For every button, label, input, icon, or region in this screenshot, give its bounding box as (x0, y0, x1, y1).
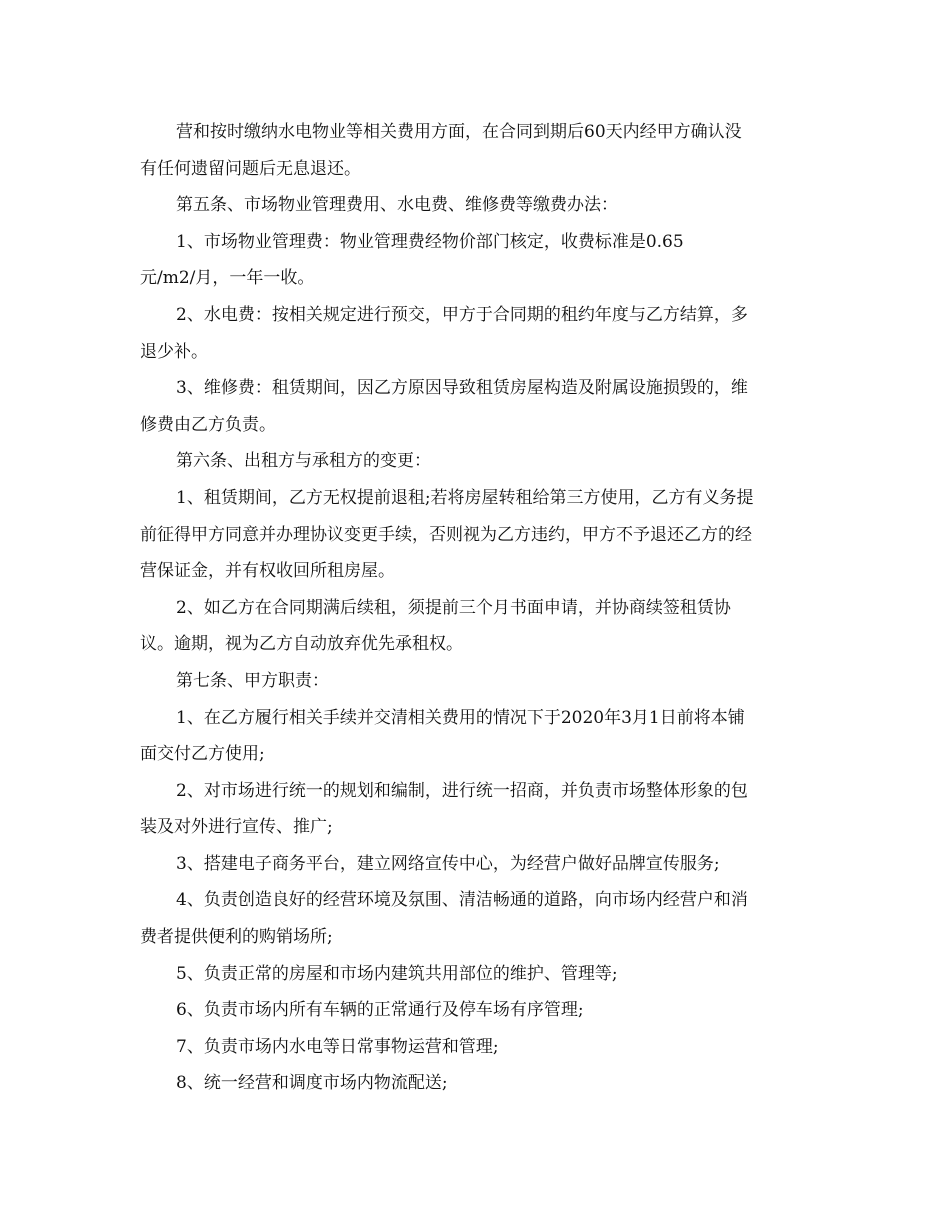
paragraph-duty-8: 8、统一经营和调度市场内物流配送; (176, 1073, 448, 1094)
paragraph-duty-3: 3、搭建电子商务平台，建立网络宣传中心，为经营户做好品牌宣传服务; (176, 853, 720, 874)
paragraph-deposit-refund: 营和按时缴纳水电物业等相关费用方面，在合同到期后60天内经甲方确认没 有任何遗留问题后无息退还。 (140, 122, 742, 179)
paragraph-maintenance-fee: 3、维修费：租赁期间，因乙方原因导致租赁房屋构造及附属设施损毁的，维 修费由乙方负责。 (140, 378, 748, 435)
paragraph-property-fee: 1、市场物业管理费：物业管理费经物价部门核定，收费标准是0.65 元/m2/月，一年一收。 (140, 231, 684, 289)
paragraph-duty-1: 1、在乙方履行相关手续并交清相关费用的情况下于2020年3月1日前将本铺 面交付乙方使用; (140, 707, 745, 765)
paragraph-duty-6: 6、负责市场内所有车辆的正常通行及停车场有序管理; (176, 1000, 584, 1021)
paragraph-duty-7: 7、负责市场内水电等日常事物运营和管理; (176, 1036, 499, 1057)
paragraph-utility-fee: 2、水电费：按相关规定进行预交，甲方于合同期的租约年度与乙方结算，多 退少补。 (140, 304, 748, 362)
paragraph-lease-renewal: 2、如乙方在合同期满后续租，须提前三个月书面申请，并协商续签租赁协 议。逾期，视为乙方自动放弃优先承租权。 (140, 597, 731, 655)
heading-article-5: 第五条、市场物业管理费用、水电费、维修费等缴费办法： (176, 195, 618, 216)
paragraph-no-early-termination: 1、租赁期间，乙方无权提前退租;若将房屋转租给第三方使用，乙方有义务提 前征得甲方同意并办理协议变更手续，否则视为乙方违约，甲方不予退还乙方的经 营保证金，并有权收回所租房屋。 (140, 487, 754, 582)
paragraph-duty-2: 2、对市场进行统一的规划和编制，进行统一招商，并负责市场整体形象的包 装及对外进行宣传、推广; (140, 780, 748, 838)
heading-article-6: 第六条、出租方与承租方的变更： (176, 451, 431, 472)
paragraph-duty-5: 5、负责正常的房屋和市场内建筑共用部位的维护、管理等; (176, 963, 618, 984)
paragraph-duty-4: 4、负责创造良好的经营环境及氛围、清洁畅通的道路，向市场内经营户和消 费者提供便利的购销场所; (140, 890, 748, 948)
document-body (140, 114, 808, 1102)
heading-article-7: 第七条、甲方职责： (176, 670, 329, 691)
